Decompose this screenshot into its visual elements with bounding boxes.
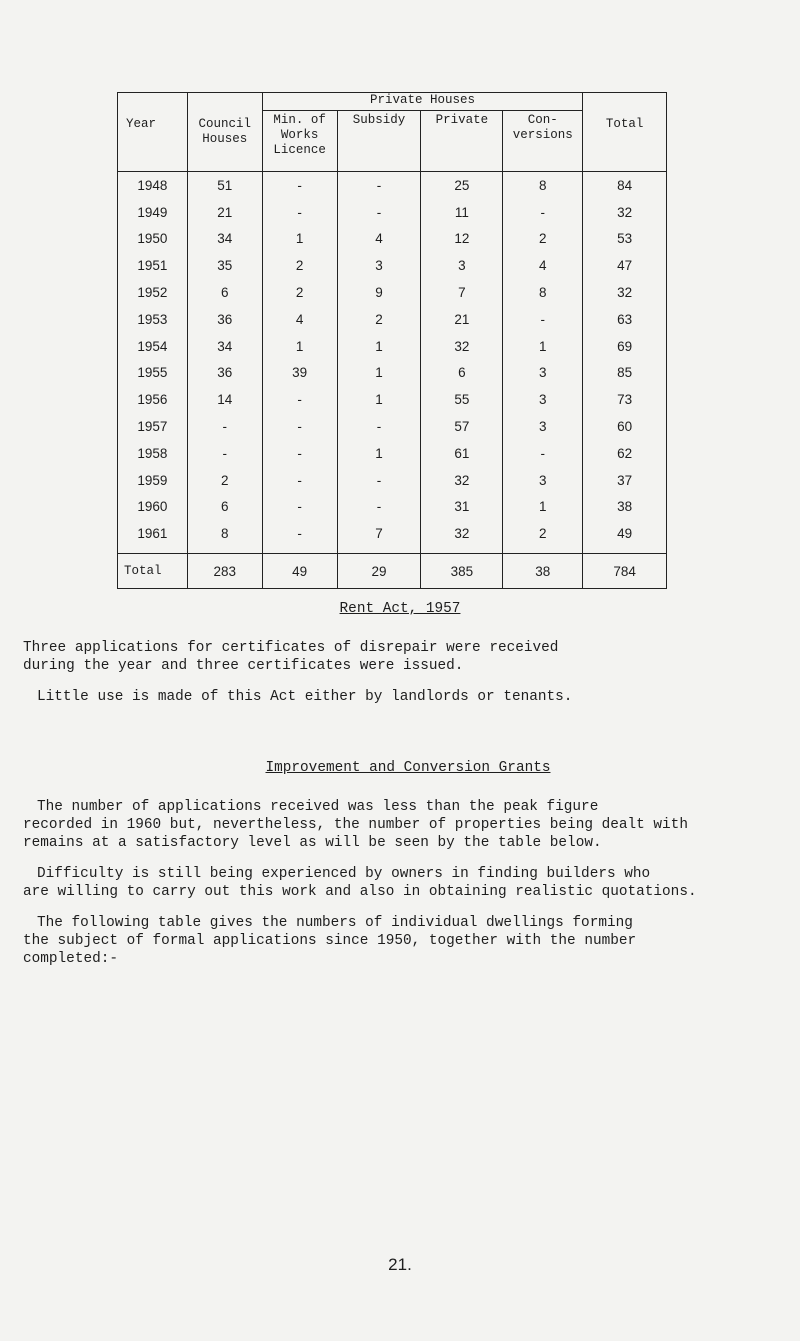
total-subsidy: 29 xyxy=(337,554,421,589)
cell-conversions: 3 xyxy=(503,386,583,413)
cell-private: 25 xyxy=(421,172,503,199)
table-row xyxy=(118,199,667,226)
cell-subsidy: 1 xyxy=(337,333,421,360)
cell-subsidy: 9 xyxy=(337,279,421,306)
cell-year: 1953 xyxy=(118,306,188,333)
cell-min-works: 4 xyxy=(262,306,337,333)
improvement-para1-line1: The number of applications received was less than the peak figure xyxy=(37,799,599,815)
cell-total: 32 xyxy=(583,199,667,226)
cell-subsidy: 3 xyxy=(337,252,421,279)
table-row xyxy=(118,386,667,413)
header-conversions: Con- versions xyxy=(503,111,583,172)
cell-min-works: - xyxy=(262,440,337,467)
cell-conversions: - xyxy=(503,199,583,226)
cell-private: 61 xyxy=(421,440,503,467)
total-total: 784 xyxy=(583,554,667,589)
header-private-houses: Private Houses xyxy=(262,93,582,111)
cell-conversions: 8 xyxy=(503,172,583,199)
cell-private: 32 xyxy=(421,333,503,360)
table-row xyxy=(118,360,667,387)
cell-conversions: 2 xyxy=(503,226,583,253)
improvement-para2-line2: are willing to carry out this work and also in obtaining realistic quotations. xyxy=(23,884,697,900)
cell-total: 63 xyxy=(583,306,667,333)
cell-year: 1948 xyxy=(118,172,188,199)
cell-conversions: - xyxy=(503,440,583,467)
header-total: Total xyxy=(583,93,667,172)
cell-private: 57 xyxy=(421,413,503,440)
cell-year: 1961 xyxy=(118,520,188,547)
cell-year: 1958 xyxy=(118,440,188,467)
cell-private: 21 xyxy=(421,306,503,333)
cell-total: 38 xyxy=(583,494,667,521)
header-council-houses: Council Houses xyxy=(187,93,262,172)
improvement-para3-line1: The following table gives the numbers of individual dwellings forming xyxy=(37,915,633,931)
total-private: 385 xyxy=(421,554,503,589)
table-row xyxy=(118,333,667,360)
cell-council: 34 xyxy=(187,333,262,360)
cell-council: 14 xyxy=(187,386,262,413)
housing-completions-table xyxy=(117,92,667,589)
cell-conversions: 1 xyxy=(503,333,583,360)
cell-subsidy: 1 xyxy=(337,440,421,467)
cell-conversions: 8 xyxy=(503,279,583,306)
cell-private: 32 xyxy=(421,520,503,547)
cell-private: 7 xyxy=(421,279,503,306)
cell-council: 34 xyxy=(187,226,262,253)
total-label: Total xyxy=(118,554,188,589)
cell-subsidy: 1 xyxy=(337,386,421,413)
rent-act-para1-line1: Three applications for certificates of disrepair were received xyxy=(23,640,559,656)
cell-min-works: 1 xyxy=(262,333,337,360)
cell-total: 60 xyxy=(583,413,667,440)
table-row xyxy=(118,306,667,333)
cell-total: 62 xyxy=(583,440,667,467)
cell-conversions: 2 xyxy=(503,520,583,547)
cell-total: 32 xyxy=(583,279,667,306)
improvement-para3-line3: completed:- xyxy=(23,951,118,967)
cell-council: - xyxy=(187,440,262,467)
cell-total: 69 xyxy=(583,333,667,360)
cell-council: 35 xyxy=(187,252,262,279)
table-row xyxy=(118,520,667,547)
cell-subsidy: 4 xyxy=(337,226,421,253)
cell-total: 49 xyxy=(583,520,667,547)
cell-subsidy: 1 xyxy=(337,360,421,387)
cell-private: 11 xyxy=(421,199,503,226)
cell-year: 1955 xyxy=(118,360,188,387)
cell-total: 84 xyxy=(583,172,667,199)
cell-subsidy: 2 xyxy=(337,306,421,333)
cell-conversions: 3 xyxy=(503,360,583,387)
cell-conversions: 1 xyxy=(503,494,583,521)
cell-total: 53 xyxy=(583,226,667,253)
cell-private: 3 xyxy=(421,252,503,279)
total-council: 283 xyxy=(187,554,262,589)
cell-year: 1949 xyxy=(118,199,188,226)
cell-total: 47 xyxy=(583,252,667,279)
total-conversions: 38 xyxy=(503,554,583,589)
cell-council: 21 xyxy=(187,199,262,226)
cell-min-works: - xyxy=(262,520,337,547)
cell-council: 6 xyxy=(187,279,262,306)
cell-conversions: 3 xyxy=(503,413,583,440)
cell-council: 36 xyxy=(187,306,262,333)
cell-min-works: - xyxy=(262,172,337,199)
table-row xyxy=(118,226,667,253)
cell-private: 32 xyxy=(421,467,503,494)
cell-year: 1956 xyxy=(118,386,188,413)
total-row xyxy=(118,554,667,589)
page-number: 21. xyxy=(388,1255,412,1274)
cell-private: 12 xyxy=(421,226,503,253)
cell-year: 1957 xyxy=(118,413,188,440)
cell-min-works: 1 xyxy=(262,226,337,253)
cell-private: 31 xyxy=(421,494,503,521)
cell-subsidy: - xyxy=(337,172,421,199)
cell-subsidy: 7 xyxy=(337,520,421,547)
table-row xyxy=(118,413,667,440)
rent-act-para2: Little use is made of this Act either by landlords or tenants. xyxy=(37,689,573,705)
cell-min-works: - xyxy=(262,199,337,226)
header-subsidy: Subsidy xyxy=(337,111,421,172)
cell-private: 55 xyxy=(421,386,503,413)
cell-total: 37 xyxy=(583,467,667,494)
cell-year: 1960 xyxy=(118,494,188,521)
total-min-works: 49 xyxy=(262,554,337,589)
cell-council: 2 xyxy=(187,467,262,494)
cell-min-works: - xyxy=(262,467,337,494)
cell-council: 36 xyxy=(187,360,262,387)
header-min-works-licence: Min. of Works Licence xyxy=(262,111,337,172)
cell-council: 51 xyxy=(187,172,262,199)
cell-total: 73 xyxy=(583,386,667,413)
header-private: Private xyxy=(421,111,503,172)
cell-council: 6 xyxy=(187,494,262,521)
cell-year: 1959 xyxy=(118,467,188,494)
cell-council: 8 xyxy=(187,520,262,547)
improvement-para2-line1: Difficulty is still being experienced by owners in finding builders who xyxy=(37,866,651,882)
header-year: Year xyxy=(118,93,188,172)
rent-act-heading: Rent Act, 1957 xyxy=(339,601,461,617)
table-row xyxy=(118,494,667,521)
cell-year: 1954 xyxy=(118,333,188,360)
cell-min-works: 2 xyxy=(262,252,337,279)
cell-min-works: - xyxy=(262,413,337,440)
cell-year: 1952 xyxy=(118,279,188,306)
improvement-para1-line3: remains at a satisfactory level as will be seen by the table below. xyxy=(23,835,602,851)
cell-subsidy: - xyxy=(337,467,421,494)
cell-conversions: 4 xyxy=(503,252,583,279)
table-row xyxy=(118,440,667,467)
table-row xyxy=(118,172,667,199)
cell-year: 1951 xyxy=(118,252,188,279)
table-row xyxy=(118,279,667,306)
cell-min-works: 39 xyxy=(262,360,337,387)
improvement-heading: Improvement and Conversion Grants xyxy=(265,760,551,776)
cell-private: 6 xyxy=(421,360,503,387)
cell-council: - xyxy=(187,413,262,440)
improvement-para3-line2: the subject of formal applications since 1950, together with the number xyxy=(23,933,637,949)
cell-min-works: 2 xyxy=(262,279,337,306)
cell-total: 85 xyxy=(583,360,667,387)
cell-conversions: - xyxy=(503,306,583,333)
cell-min-works: - xyxy=(262,494,337,521)
table-row xyxy=(118,467,667,494)
cell-subsidy: - xyxy=(337,413,421,440)
cell-subsidy: - xyxy=(337,199,421,226)
rent-act-para1-line2: during the year and three certificates were issued. xyxy=(23,658,464,674)
table-row xyxy=(118,252,667,279)
cell-conversions: 3 xyxy=(503,467,583,494)
cell-year: 1950 xyxy=(118,226,188,253)
cell-subsidy: - xyxy=(337,494,421,521)
improvement-para1-line2: recorded in 1960 but, nevertheless, the number of properties being dealt with xyxy=(23,817,688,833)
cell-min-works: - xyxy=(262,386,337,413)
